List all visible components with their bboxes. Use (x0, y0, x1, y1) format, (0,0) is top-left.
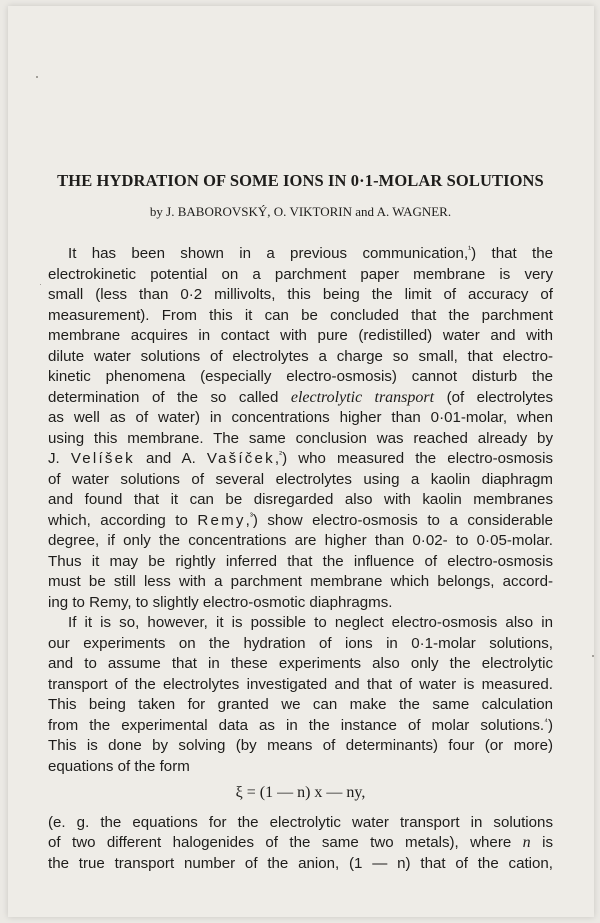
text-run: (of electrolytes (434, 388, 554, 406)
text-line: of water solutions of several electrolytes using a kaolin diaphragm (48, 470, 553, 488)
paper-speck (36, 76, 38, 78)
article-authors: by J. BABOROVSKÝ, O. VIKTORIN and A. WAGNER. (149, 204, 452, 219)
text-line (48, 833, 553, 854)
text-line (48, 854, 553, 875)
text-run: which, according to (48, 511, 198, 529)
italic-expression: (1 — n) (349, 854, 411, 872)
text-run: and A. (134, 450, 207, 467)
text-line (48, 716, 553, 737)
paper-speck (40, 284, 41, 285)
paragraph-3 (48, 813, 553, 875)
text-line: equations of the form (48, 757, 190, 775)
text-line: ing to Remy, to slightly electro-osmotic diaphragms. (48, 593, 393, 611)
text-line: transport of the electrolytes investigated and that of water is measured. (48, 675, 553, 693)
text-run: ) who measured the electro-osmosis (282, 450, 553, 467)
text-line: This is done by solving (by means of determinants) four (or more) (48, 737, 553, 754)
text-line: and found that it can be disregarded also with kaolin membranes (48, 491, 553, 508)
text-line: Thus it may be rightly inferred that the influence of electro-osmosis (48, 552, 553, 570)
text-line: membrane acquires in contact with pure (redistilled) water and with (48, 327, 553, 344)
author-name: Remy (197, 511, 246, 529)
paragraph-1 (48, 244, 553, 613)
italic-symbol: n (522, 834, 531, 851)
paragraph-2 (48, 613, 553, 777)
footnote-ref: ³ (249, 510, 253, 521)
text-line: must be still less with a parchment membrane which belongs, accord- (48, 573, 553, 590)
text-run: ) show electro-osmosis to a considerable (252, 511, 553, 529)
footnote-ref: ² (279, 448, 283, 459)
text-line: measurement). From this it can be concluded that the parchment (48, 306, 553, 324)
footnote-ref: ⁴ (544, 715, 548, 726)
text-line: our experiments on the hydration of ions in 0·1-molar solutions, (48, 634, 553, 652)
text-run: from the experimental data as in the instance of molar solutions. (48, 716, 545, 734)
text-line: If it is so, however, it is possible to neglect electro-osmosis also in (68, 614, 553, 631)
paper-speck (592, 655, 594, 657)
text-run: J. (48, 450, 71, 467)
text-line: dilute water solutions of electrolytes a charge so small, that electro- (48, 347, 553, 365)
text-run: is (530, 834, 553, 851)
text-line: and to assume that in these experiments also only the electrolytic (48, 655, 553, 672)
text-line: using this membrane. The same conclusion was reached already by (48, 429, 553, 447)
text-run: It has been shown in a previous communication, (68, 245, 469, 262)
author-name: Velíšek (70, 450, 135, 467)
author-name: Vašíček (206, 450, 275, 467)
equation: ξ = (1 — n) x — ny, (235, 784, 366, 801)
text-line (48, 244, 553, 265)
article-body (48, 244, 553, 874)
footnote-ref: ¹ (468, 243, 472, 254)
text-run: ) (547, 716, 553, 734)
text-line: as well as of water) in concentrations higher than 0·01-molar, when (48, 409, 553, 426)
text-line: electrokinetic potential on a parchment paper membrane is very (48, 265, 553, 283)
text-run: that of the cation, (410, 854, 553, 872)
text-line: kinetic phenomena (especially electro-osmosis) cannot disturb the (48, 368, 553, 385)
text-line: small (less than 0·2 millivolts, this being the limit of accuracy of (48, 286, 553, 303)
text-run: of two different halogenides of the same two metals), where (48, 834, 523, 851)
text-run: determination of the so called (48, 388, 291, 406)
text-line: (e. g. the equations for the electrolytic water transport in solutions (48, 813, 553, 831)
text-run: ) that the (471, 245, 553, 262)
text-line (48, 449, 553, 470)
article-title: THE HYDRATION OF SOME IONS IN 0·1-MOLAR SOLUTIONS (57, 171, 544, 190)
text-run: , (274, 450, 280, 467)
text-run: the true transport number of the anion, (48, 854, 350, 872)
article (48, 171, 553, 874)
text-line (48, 511, 553, 532)
text-run: , (245, 511, 250, 529)
text-line: degree, if only the concentrations are higher than 0·02- to 0·05-molar. (48, 532, 553, 549)
text-line (48, 388, 553, 409)
italic-term: electrolytic transport (290, 388, 435, 406)
text-line: This being taken for granted we can make the same calculation (48, 696, 553, 713)
